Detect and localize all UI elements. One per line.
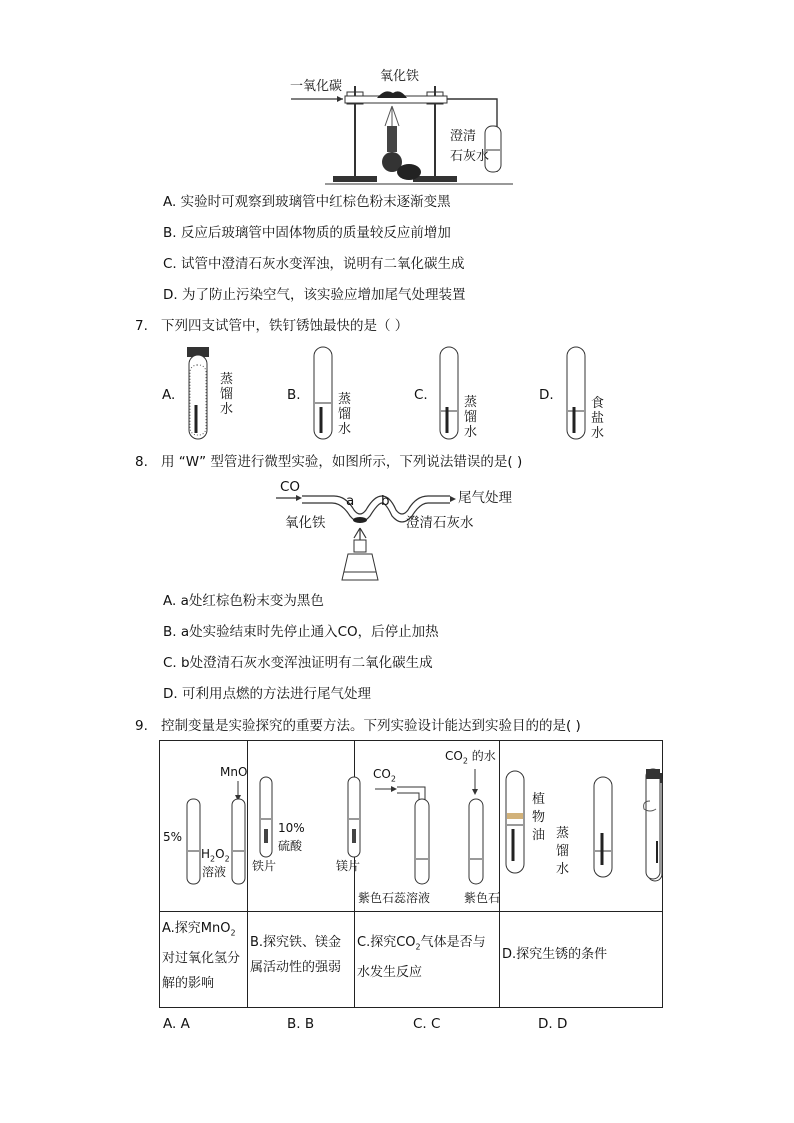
- q7-option-b-letter[interactable]: B.: [287, 387, 301, 403]
- q9-fig-d-oil-label: 植 物 油: [532, 792, 546, 843]
- q9-fig-c-co2: $CO_2$: [373, 767, 396, 784]
- q7-stem: 下列四支试管中，铁钉锈蚀最快的是（ ）: [161, 318, 409, 334]
- q9-caption-b: B.探究铁、镁金属活动性的强弱: [248, 912, 355, 1008]
- q9-answer-d[interactable]: D. D: [538, 1016, 568, 1032]
- q7-tube-a-figure: [183, 345, 213, 441]
- q9-answer-c[interactable]: C. C: [413, 1016, 441, 1032]
- w-tube-a-label: a: [346, 493, 355, 509]
- q8-number: 8.: [135, 454, 148, 470]
- iron-oxide-label: 氧化铁: [380, 69, 420, 84]
- w-tube-iron-oxide-label: 氧化铁: [285, 515, 326, 531]
- q9-fig-c: $CO_2$ $CO_2$ 的水 紫色石蕊溶液 紫色石: [355, 741, 500, 912]
- q9-stem: 控制变量是实验探究的重要方法。下列实验设计能达到实验目的的是( ): [161, 718, 581, 734]
- w-tube-tail-label: 尾气处理: [458, 490, 512, 506]
- q6-option-b[interactable]: B. 反应后玻璃管中固体物质的质量较反应前增加: [163, 225, 451, 241]
- q9-caption-c: C.探究$CO_2$气体是否与水发生反应: [355, 912, 500, 1008]
- q6-option-d[interactable]: D. 为了防止污染空气，该实验应增加尾气处理装置: [163, 287, 466, 303]
- q9-caption-a: A.探究MnO$_2$对过氧化氢分解的影响: [160, 912, 248, 1008]
- w-tube-limewater-label: 澄清石灰水: [406, 515, 474, 531]
- q9-answer-a[interactable]: A. A: [163, 1016, 190, 1032]
- q7-tube-d-figure: [561, 345, 591, 441]
- q7-tube-d-label: 食 盐 水: [591, 396, 605, 441]
- limewater-label-line1: 澄清: [450, 129, 477, 144]
- q9-experiment-table: [159, 740, 663, 1008]
- q7-option-c-letter[interactable]: C.: [414, 387, 428, 403]
- q8-option-c[interactable]: C. b处澄清石灰水变浑浊证明有二氧化碳生成: [163, 655, 433, 671]
- q7-tube-c-label: 蒸 馏 水: [464, 395, 478, 440]
- q9-number: 9.: [135, 718, 148, 734]
- limewater-label-line2: 石灰水: [450, 149, 490, 164]
- q9-fig-a: MnO 5% $H_2O_2$ 溶液: [160, 741, 248, 912]
- q8-option-b[interactable]: B. a处实验结束时先停止通入CO，后停止加热: [163, 624, 439, 640]
- q9-fig-b: 10% 硫酸 铁片 镁片: [248, 741, 355, 912]
- q8-option-a[interactable]: A. a处红棕色粉末变为黑色: [163, 593, 324, 609]
- q9-fig-c-co2-water: $CO_2$ 的水: [445, 749, 496, 766]
- co-label: 一氧化碳: [290, 79, 343, 94]
- q9-fig-a-h2o2: $H_2O_2$: [201, 847, 230, 864]
- q9-fig-d: [500, 741, 663, 912]
- q6-option-a[interactable]: A. 实验时可观察到玻璃管中红棕色粉末逐渐变黑: [163, 194, 451, 210]
- w-tube-co-label: CO: [280, 479, 301, 495]
- q6-option-c[interactable]: C. 试管中澄清石灰水变浑浊，说明有二氧化碳生成: [163, 256, 465, 272]
- q7-tube-c-figure: [434, 345, 464, 441]
- q8-option-d[interactable]: D. 可利用点燃的方法进行尾气处理: [163, 686, 371, 702]
- q8-stem: 用 “W” 型管进行微型实验，如图所示，下列说法错误的是( ): [161, 454, 523, 470]
- q7-option-a-letter[interactable]: A.: [162, 387, 176, 403]
- q7-tube-b-figure: [308, 345, 338, 441]
- q9-answer-b[interactable]: B. B: [287, 1016, 315, 1032]
- q9-fig-d-water-label: 蒸 馏 水: [556, 826, 570, 877]
- q7-tube-a-label: 蒸 馏 水: [220, 372, 234, 417]
- q7-option-d-letter[interactable]: D.: [539, 387, 554, 403]
- q7-tube-b-label: 蒸 馏 水: [338, 392, 352, 437]
- q7-number: 7.: [135, 318, 148, 334]
- q9-caption-d: D.探究生锈的条件: [500, 912, 663, 1008]
- w-tube-b-label: b: [381, 493, 390, 509]
